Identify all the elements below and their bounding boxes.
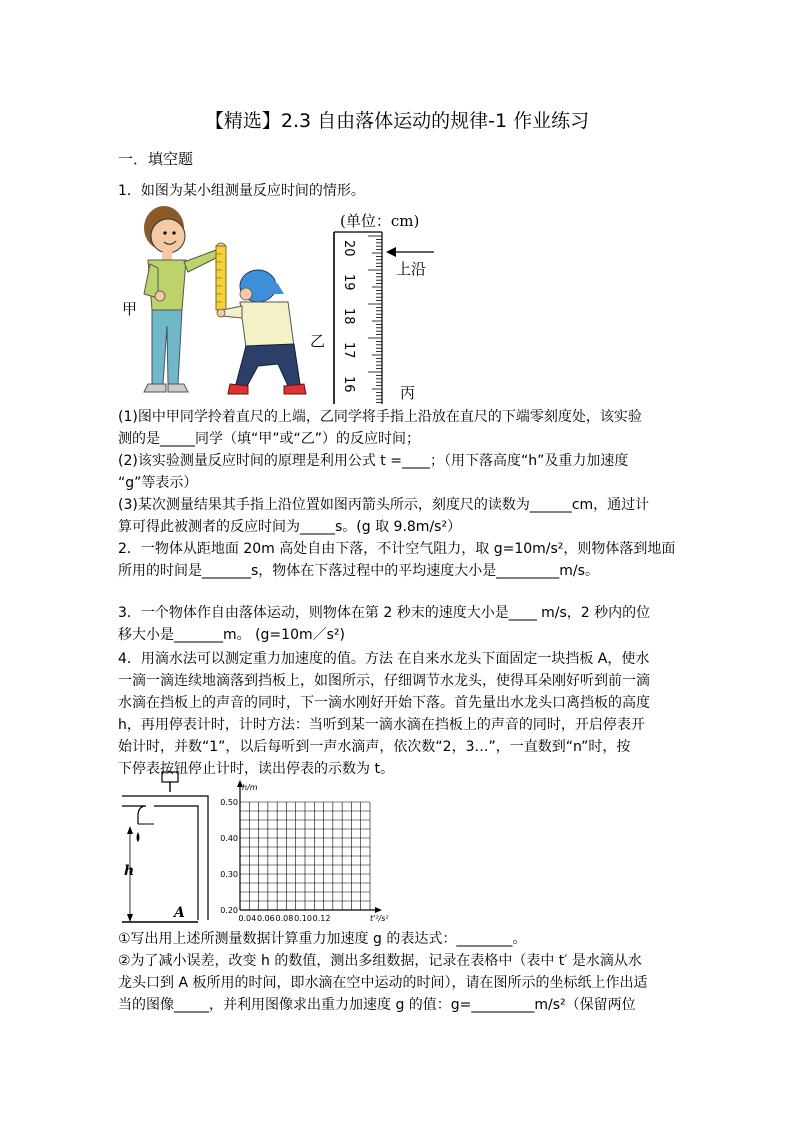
person-b-figure <box>217 270 306 394</box>
q4-sub2-line2: 龙头口到 A 板所用的时间，即水滴在空中运动的时间），请在图所示的坐标纸上作出适 <box>118 975 648 991</box>
q4-line5: 始计时，并数“1”，以后每听到一声水滴声，依次数“2，3…”，一直数到“n”时，按 <box>118 739 631 755</box>
x-tick-label: 0.04 <box>238 914 257 923</box>
ruler-number: 20 <box>341 240 356 257</box>
x-tick-label: 0.10 <box>294 914 312 923</box>
y-tick-label: 0.30 <box>220 870 238 879</box>
label-person-a: 甲 <box>122 300 138 318</box>
q4-line1: 4．用滴水法可以测定重力加速度的值。方法 在自来水龙头下面固定一块挡板 A，使水 <box>118 651 650 667</box>
ruler-number: 19 <box>341 274 356 291</box>
page-title: 【精选】2.3 自由落体运动的规律-1 作业练习 <box>204 110 590 132</box>
label-person-b: 乙 <box>310 332 326 350</box>
x-tick-label: 0.08 <box>275 914 294 923</box>
ruler-number: 16 <box>341 376 356 393</box>
faucet-drip-diagram <box>118 766 218 926</box>
x-axis-arrow-icon <box>375 907 382 913</box>
q4-line6: 下停表按钮停止计时，读出停表的示数为 t。 <box>118 761 394 777</box>
q2-line1: 2．一物体从距地面 20m 高处自由下落，不计空气阻力，取 g=10m/s²，则物体落到地面 <box>118 541 676 557</box>
ruler-number: 18 <box>341 308 356 325</box>
person-a-figure <box>144 206 226 392</box>
q4-sub1: ①写出用上述所测量数据计算重力加速度 g 的表达式：________。 <box>118 931 527 947</box>
q4-line3: 水滴在挡板上的声音的同时，下一滴水刚好开始下落。首先量出水龙头口离挡板的高度 <box>118 695 650 711</box>
x-axis-title: t'²/s² <box>370 914 389 923</box>
q4-sub2-line1: ②为了减小误差，改变 h 的数值，测出多组数据，记录在表格中（表中 t′ 是水滴从水 <box>118 953 642 969</box>
y-tick-label: 0.40 <box>220 834 238 843</box>
q4-line2: 一滴一滴连续地滴落到挡板上，如图所示，仔细调节水龙头，使得耳朵刚好听到前一滴 <box>118 673 650 689</box>
q3-line1: 3．一个物体作自由落体运动，则物体在第 2 秒末的速度大小是____ m/s，2 秒内的位 <box>118 605 651 621</box>
y-axis-title: h/m <box>242 783 258 792</box>
ruler-scale-figure <box>326 228 446 404</box>
x-tick-label: 0.06 <box>256 914 275 923</box>
q3-line2: 移大小是_______m。 (g=10m／s²) <box>118 627 345 643</box>
q1-part3-line1: (3)某次测量结果其手指上沿位置如图丙箭头所示，刻度尺的读数为______cm，通过计 <box>118 497 650 513</box>
q1-part3-line2: 算可得此被测者的反应时间为_____s。(g 取 9.8m/s²） <box>118 519 462 535</box>
q1-part1-line2: 测的是_____同学（填“甲”或“乙”）的反应时间； <box>118 431 421 447</box>
ruler-number: 17 <box>341 342 356 359</box>
x-tick-label: 0.12 <box>312 914 331 923</box>
q4-sub2-line3: 当的图像_____，并利用图像求出重力加速度 g 的值：g=_________m/s²（保留两位 <box>118 997 636 1013</box>
h-label: h <box>124 863 135 879</box>
water-drop-icon <box>137 832 140 842</box>
graph-paper-chart <box>210 778 406 926</box>
section-heading: 一．填空题 <box>118 150 194 168</box>
q2-line2: 所用的时间是_______s，物体在下落过程中的平均速度大小是_________m/s。 <box>118 563 599 579</box>
arrow-head-icon <box>386 247 396 257</box>
y-tick-label: 0.50 <box>220 798 238 807</box>
q1-stem: 1．如图为某小组测量反应时间的情形。 <box>118 183 365 199</box>
top-edge-label: 上沿 <box>396 260 427 278</box>
q1-part2-line1: (2)该实验测量反应时间的原理是利用公式 t =____；（用下落高度“h”及重力加速度 <box>118 453 629 469</box>
y-tick-label: 0.20 <box>220 906 238 915</box>
label-panel-c: 丙 <box>400 384 416 402</box>
reaction-time-illustration <box>118 206 318 402</box>
q1-part2-line2: “g”等表示） <box>118 475 198 491</box>
q1-part1-line1: (1)图中甲同学拎着直尺的上端，乙同学将手指上沿放在直尺的下端零刻度处，该实验 <box>118 409 642 425</box>
plate-a-label: A <box>174 905 185 921</box>
q4-line4: h，再用停表计时，计时方法：当听到某一滴水滴在挡板上的声音的同时，开启停表开 <box>118 717 645 733</box>
unit-label: (单位：cm) <box>340 212 420 230</box>
